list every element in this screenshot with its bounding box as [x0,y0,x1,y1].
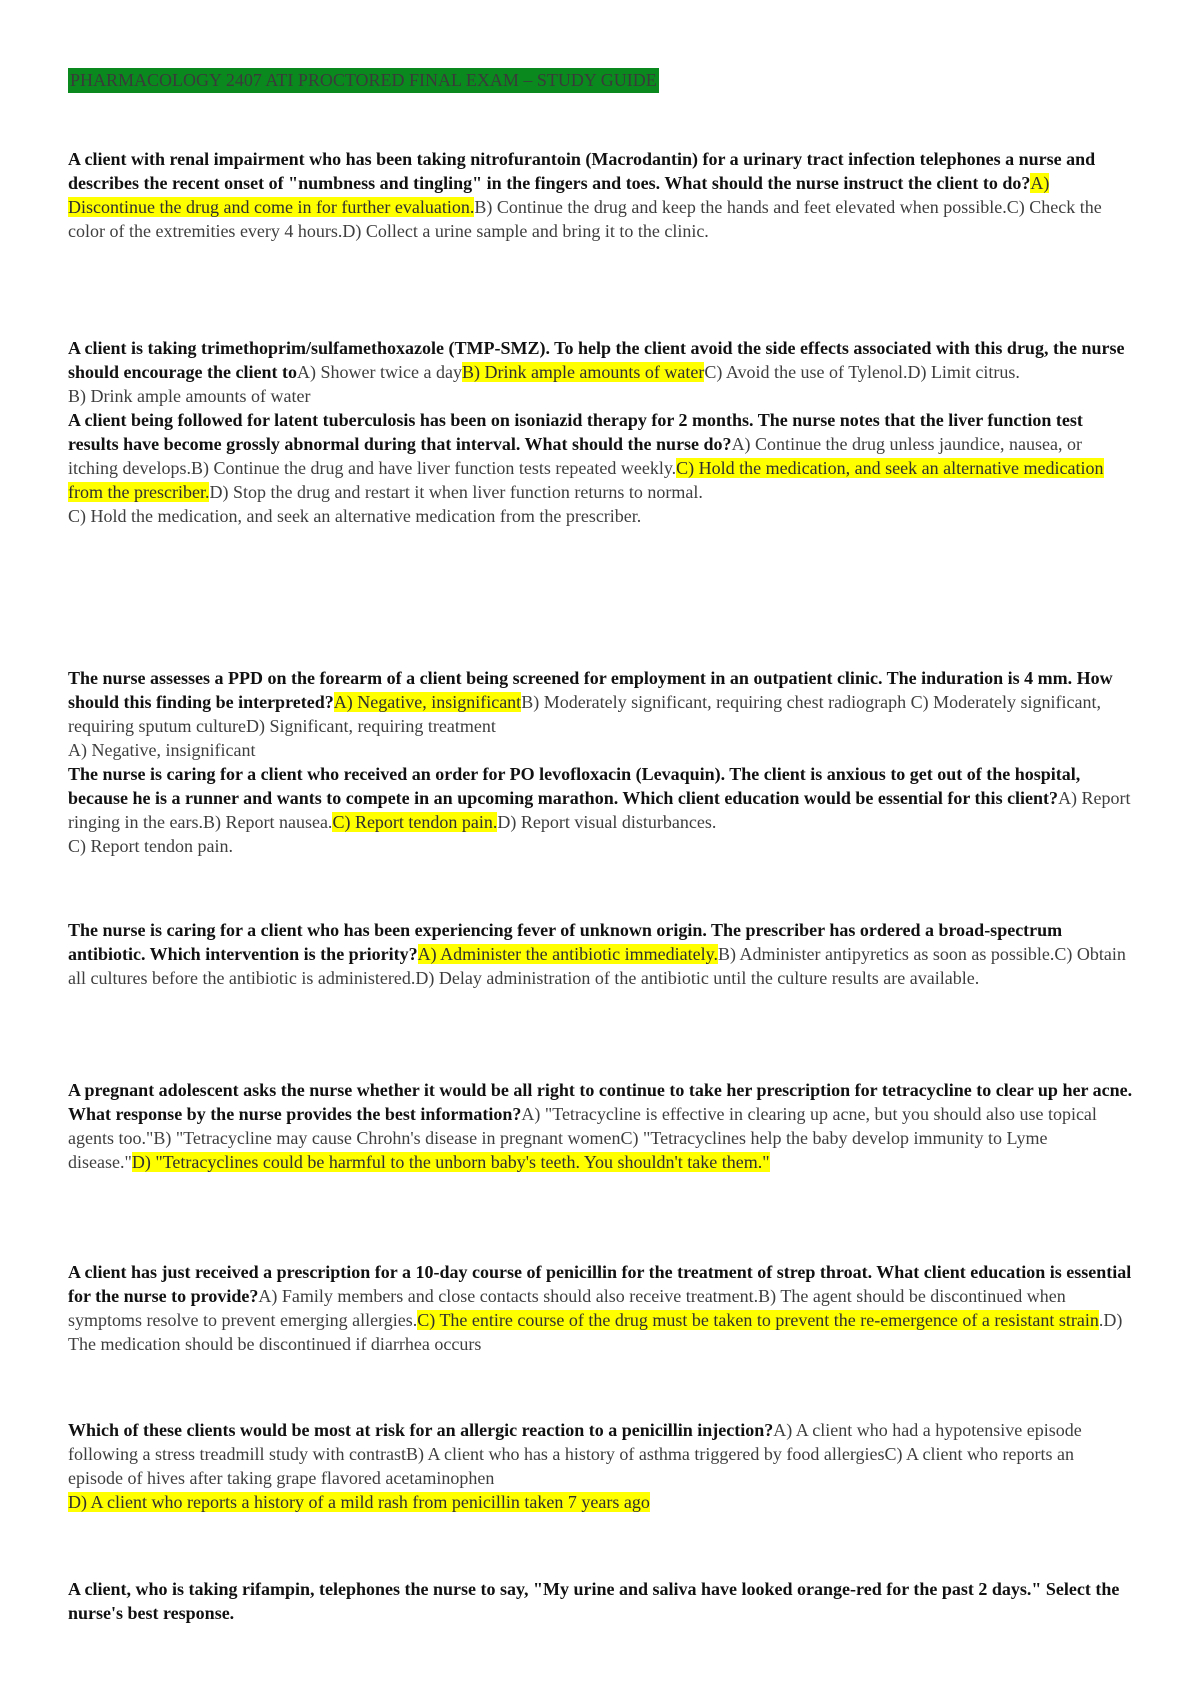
highlighted-answer: A) Negative, insignificant [333,692,522,712]
question-stem: The nurse is caring for a client who has been experiencing fever of unknown origin. The prescriber has ordered a broad-spectrum antibiotic. Which intervention is the priority? [68,920,1063,964]
question-stem: A pregnant adolescent asks the nurse whether it would be all right to continue to take her prescription for tetracycline to clear up her acne. What response by the nurse provides the best information? [68,1080,1133,1124]
answer-options: C) Avoid the use of Tylenol.D) Limit citrus. [704,362,1020,382]
highlighted-answer: A) Administer the antibiotic immediately. [417,944,718,964]
answer-options: A) "Tetracycline is effective in clearing up acne, but you should also use topical agents too."B) "Tetracycline may cause Chrohn's disease in pregnant womenC) "Tetracyclines help the baby develop immunity to Lyme disease." [68,1104,1097,1172]
answer-repeat: B) Drink ample amounts of water [68,386,311,406]
answer-options: A) Report ringing in the ears.B) Report nausea. [68,788,1131,832]
answer-options: B) Moderately significant, requiring chest radiograph C) Moderately significant, requiring sputum cultureD) Significant, requiring treatment [68,692,1102,736]
answer-options: A) A client who had a hypotensive episode following a stress treadmill study with contrastB) A client who has a history of asthma triggered by food allergiesC) A client who reports an episode of hives after taking grape flavored acetaminophen [68,1420,1082,1488]
highlighted-answer: C) Report tendon pain. [332,812,498,832]
answer-options: A) Shower twice a day [297,362,462,382]
question-stem: The nurse assesses a PPD on the forearm of a client being screened for employment in an outpatient clinic. The induration is 4 mm. How should this finding be interpreted? [68,668,1113,712]
question-stem: A client is taking trimethoprim/sulfamethoxazole (TMP-SMZ). To help the client avoid the side effects associated with this drug, the nurse should encourage the client to [68,338,1125,382]
answer-options: .D) The medication should be discontinued if diarrhea occurs [68,1310,1123,1354]
question-stem: A client, who is taking rifampin, telephones the nurse to say, "My urine and saliva have looked orange-red for the past 2 days." Select the nurse's best response. [68,1579,1120,1623]
answer-options: B) Continue the drug and keep the hands and feet elevated when possible.C) Check the color of the extremities every 4 hours.D) Collect a urine sample and bring it to the clinic. [68,197,1102,241]
question-block [68,1260,1133,1356]
answer-options: D) Stop the drug and restart it when liver function returns to normal. [209,482,703,502]
highlighted-answer: C) The entire course of the drug must be taken to prevent the re-emergence of a resistant strain [417,1310,1099,1330]
answer-options: A) Family members and close contacts should also receive treatment.B) The agent should be discontinued when symptoms resolve to prevent emerging allergies. [68,1286,1066,1330]
document-title: PHARMACOLOGY 2407 ATI PROCTORED FINAL EXAM – STUDY GUIDE [68,68,659,93]
answer-options: A) Continue the drug unless jaundice, nausea, or itching develops.B) Continue the drug and have liver function tests repeated weekly. [68,434,1082,478]
highlighted-answer: D) A client who reports a history of a mild rash from penicillin taken 7 years ago [68,1492,650,1512]
question-block [68,147,1133,243]
highlighted-answer: D) "Tetracyclines could be harmful to the unborn baby's teeth. You shouldn't take them." [131,1152,770,1172]
answer-repeat: A) Negative, insignificant [68,740,256,760]
question-block [68,1418,1133,1514]
question-stem: A client with renal impairment who has been taking nitrofurantoin (Macrodantin) for a urinary tract infection telephones a nurse and describes the recent onset of "numbness and tingling" in the fingers and toes. What should the nurse instruct the client to do? [68,149,1096,193]
question-block [68,336,1133,528]
question-block [68,1078,1133,1174]
document-title-line [68,68,659,93]
highlighted-answer: C) Hold the medication, and seek an alternative medication from the prescriber. [68,458,1104,502]
question-block [68,1577,1133,1625]
answer-repeat: C) Hold the medication, and seek an alternative medication from the prescriber. [68,506,642,526]
question-block [68,918,1133,990]
highlighted-answer: A) Discontinue the drug and come in for further evaluation. [68,173,1050,217]
question-stem: A client being followed for latent tuberculosis has been on isoniazid therapy for 2 months. The nurse notes that the liver function test results have become grossly abnormal during that interval. What should the nurse do? [68,410,1083,454]
question-stem: Which of these clients would be most at risk for an allergic reaction to a penicillin injection? [68,1420,774,1440]
question-stem: A client has just received a prescription for a 10-day course of penicillin for the treatment of strep throat. What client education is essential for the nurse to provide? [68,1262,1132,1306]
highlighted-answer: B) Drink ample amounts of water [461,362,705,382]
question-stem: The nurse is caring for a client who received an order for PO levofloxacin (Levaquin). The client is anxious to get out of the hospital, because he is a runner and wants to compete in an upcoming marathon. Which client education would be essential for this client? [68,764,1081,808]
answer-options: B) Administer antipyretics as soon as possible.C) Obtain all cultures before the antibiotic is administered.D) Delay administration of the antibiotic until the culture results are available. [68,944,1126,988]
question-block [68,666,1133,858]
answer-repeat: C) Report tendon pain. [68,836,233,856]
answer-options: D) Report visual disturbances. [497,812,717,832]
